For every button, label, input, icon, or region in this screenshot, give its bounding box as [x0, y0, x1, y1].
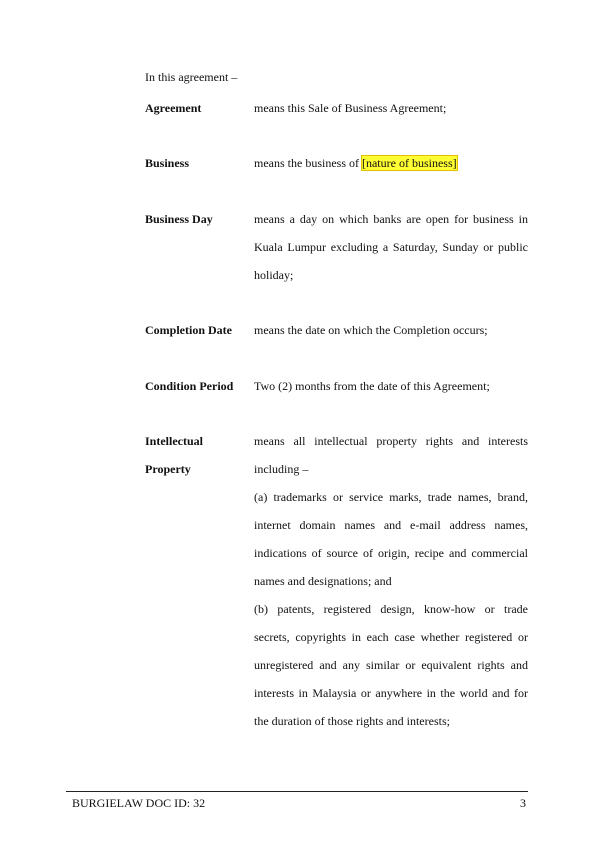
- definition-lead: means all intellectual property rights and interests including –: [254, 434, 528, 476]
- definition-condition-period: [254, 372, 528, 400]
- definition-text: means the date on which the Completion occurs;: [254, 323, 488, 337]
- definition-business: [254, 149, 528, 177]
- definition-item-a: (a) trademarks or service marks, trade names, brand, internet domain names and e-mail address names, indications of source of origin, recipe and commercial names and designations; and: [254, 490, 528, 588]
- definition-intellectual-property: [254, 427, 528, 735]
- placeholder-highlight: [nature of business]: [361, 156, 457, 170]
- term-completion-date: Completion Date: [145, 323, 232, 337]
- definition-text: Two (2) months from the date of this Agreement;: [254, 379, 490, 393]
- definition-completion-date: [254, 316, 528, 344]
- intro-text: In this agreement –: [145, 70, 238, 84]
- term-intellectual-property: Intellectual Property: [145, 434, 203, 476]
- term-business-day: Business Day: [145, 212, 213, 226]
- definition-agreement: [254, 94, 528, 122]
- definition-item-b: (b) patents, registered design, know-how or trade secrets, copyrights in each case whether registered or unregistered and any similar or equivalent rights and interests in Malaysia or anywhere in the world and for the duration of those rights and interests;: [254, 602, 528, 728]
- footer-doc-id: BURGIELAW DOC ID: 32: [72, 796, 206, 810]
- footer-page-number: 3: [520, 796, 526, 810]
- term-business: Business: [145, 156, 190, 170]
- definition-text: means a day on which banks are open for business in Kuala Lumpur excluding a Saturday, Sunday or public holiday;: [254, 212, 528, 282]
- definition-text: means the business of: [254, 156, 362, 170]
- term-condition-period: Condition Period: [145, 379, 234, 393]
- definition-business-day: [254, 205, 528, 289]
- footer-divider: [66, 791, 528, 792]
- term-agreement: Agreement: [145, 101, 202, 115]
- definition-text: means this Sale of Business Agreement;: [254, 101, 447, 115]
